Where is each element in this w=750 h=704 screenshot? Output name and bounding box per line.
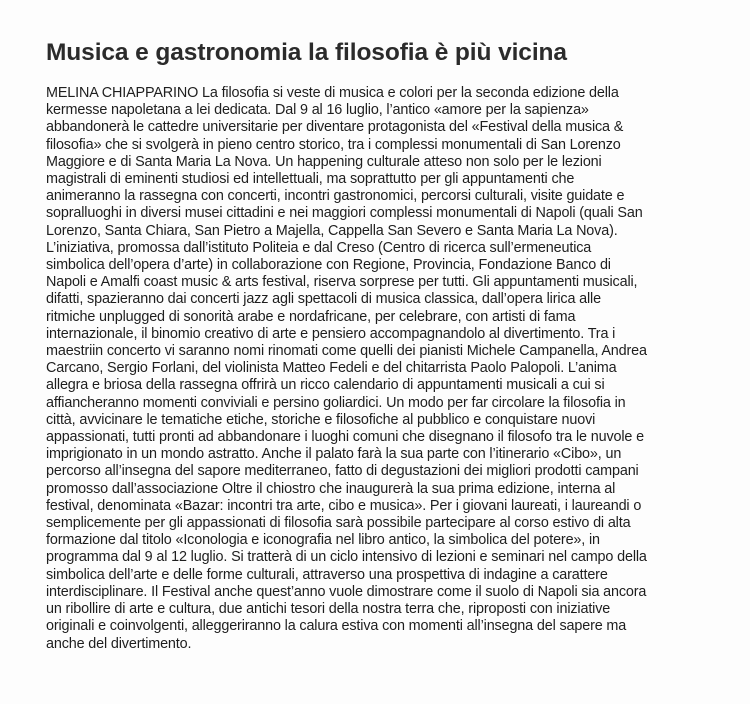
article-byline: MELINA CHIAPPARINO: [46, 85, 199, 101]
article-line: magistrali di eminenti studiosi ed intellettuali, ma soprattutto per gli appuntamenti che: [46, 171, 575, 188]
article-line: L’iniziativa, promossa dall’istituto Politeia e dal Creso (Centro di ricerca sull’ermeneutica: [46, 239, 592, 256]
article-line: ritmiche unplugged di sonorità arabe e nordafricane, per celebrare, con artisti di fama: [46, 308, 576, 325]
article-line: formazione dal titolo «Iconologia e iconografia nel libro antico, la simbolica del potere», in: [46, 532, 600, 549]
article-line: semplicemente per gli appassionati di filosofia sarà possibile partecipare al corso estivo di alta: [46, 515, 631, 532]
article-line: percorso all’insegna del sapore mediterraneo, fatto di degustazioni dei migliori prodotti campani: [46, 463, 639, 480]
article-line: affiancheranno momenti conviviali e persino goliardici. Un modo per far circolare la filosofia in: [46, 394, 626, 411]
article-line: originali e coinvolgenti, alleggeriranno la calura estiva con momenti all’insegna del sapere ma: [46, 618, 627, 635]
article-line: Carcano, Sergio Forlani, del violinista Matteo Fedeli e del chitarrista Paolo Palopoli. L’anima: [46, 360, 617, 377]
article-line: internazionale, il binomio creativo di arte e pensiero accompagnandolo al divertimento. Tra i: [46, 325, 616, 342]
article-line: abbandonerà le cattedre universitarie per diventare protagonista del «Festival della musica &: [46, 119, 624, 136]
article-line: difatti, spazieranno dai concerti jazz agli spettacoli di musica classica, dall’opera lirica alle: [46, 291, 601, 308]
article-line: programma dal 9 al 12 luglio. Si tratterà di un ciclo intensivo di lezioni e seminari nel campo della: [46, 549, 647, 566]
article-line: animeranno la rassegna con concerti, incontri gastronomici, percorsi culturali, visite guidate e: [46, 188, 625, 205]
article-line: appassionati, tutti pronti ad abbandonare i luoghi comuni che disegnano il filosofo tra le nuvole e: [46, 429, 644, 446]
article-line: allegra e briosa della rassegna offrirà un ricco calendario di appuntamenti musicali a cui si: [46, 377, 605, 394]
article-line: festival, denominata «Bazar: incontri tra arte, cibo e musica». Per i giovani laureati, i laureandi o: [46, 497, 642, 514]
article-line: imprigionato in un mondo astratto. Anche il palato farà la sua parte con l’itinerario «Cibo», un: [46, 446, 622, 463]
article-line: [46, 85, 706, 102]
article-line: simbolica dell’opera d’arte) in collaborazione con Regione, Provincia, Fondazione Banco di: [46, 257, 611, 274]
article-line: simbolica dell’arte e delle forme culturali, attraverso una prospettiva di indagine a carattere: [46, 566, 608, 583]
article-line: Maggiore e di Santa Maria La Nova. Un happening culturale atteso non solo per le lezioni: [46, 153, 602, 170]
article-line: kermesse napoletana a lei dedicata. Dal 9 al 16 luglio, l’antico «amore per la sapienza»: [46, 102, 589, 119]
article-headline: Musica e gastronomia la filosofia è più vicina: [46, 39, 567, 66]
article-line: sopralluoghi in diversi musei cittadini e nei maggiori complessi monumentali di Napoli (quali San: [46, 205, 643, 222]
article-line: filosofia» che si svolgerà in pieno centro storico, tra i complessi monumentali di San Lorenzo: [46, 136, 621, 153]
article-line: interdisciplinare. Il Festival anche quest’anno vuole dimostrare come il suolo di Napoli sia ancora: [46, 583, 647, 600]
article-line: un ribollire di arte e cultura, due antichi tesori della nostra terra che, riproposti con iniziative: [46, 601, 611, 618]
article-line: maestriin concerto vi saranno nomi rinomati come quelli dei pianisti Michele Campanella, Andrea: [46, 343, 647, 360]
article-line-text: La filosofia si veste di musica e colori per la seconda edizione della: [198, 85, 619, 101]
article-line: promosso dall’associazione Oltre il chiostro che inaugurerà la sua prima edizione, interna al: [46, 480, 616, 497]
article-body: [46, 85, 706, 653]
article-line: Napoli e Amalfi coast music & arts festival, riserva sorprese per tutti. Gli appuntamenti musicali,: [46, 274, 638, 291]
article-line: anche del divertimento.: [46, 635, 192, 652]
article-line: Lorenzo, Santa Chiara, San Pietro a Majella, Cappella San Severo e Santa Maria La Nova).: [46, 222, 618, 239]
article-line: città, avvicinare le tematiche etiche, storiche e filosofiche al pubblico e conquistare nuovi: [46, 411, 596, 428]
